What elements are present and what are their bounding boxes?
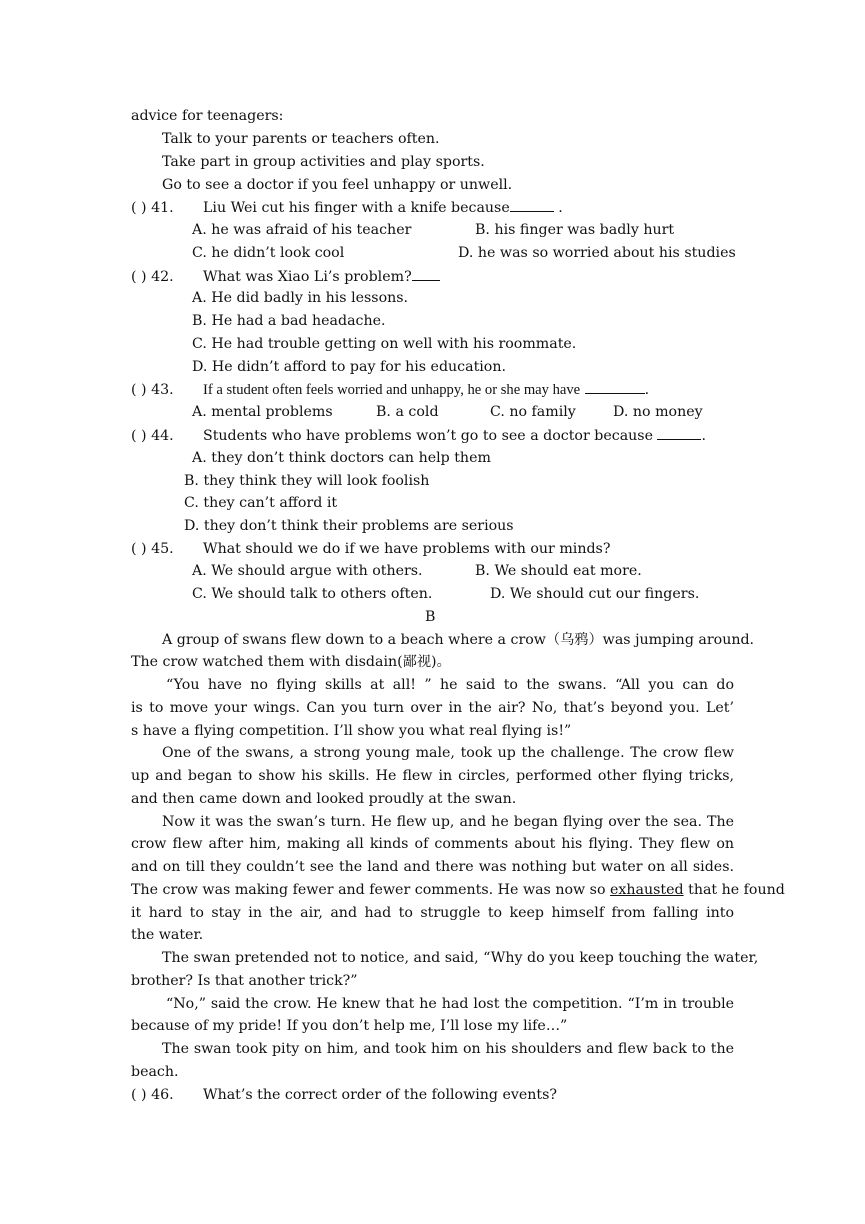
option-c: C. He had trouble getting on well with his roommate. — [192, 336, 577, 352]
question-stem: What was Xiao Li’s problem? — [203, 269, 412, 285]
question-stem: If a student often feels worried and unhappy, he or she may have — [203, 382, 581, 398]
question-41: ( ) 41. Liu Wei cut his finger with a knife because . — [131, 197, 734, 218]
question-stem: Liu Wei cut his finger with a knife because — [203, 200, 510, 216]
option-d: D. We should cut our fingers. — [490, 586, 700, 602]
passage-line: Now it was the swan’s turn. He flew up, and he began flying over the sea. The — [162, 814, 734, 830]
option-d: D. He didn’t afford to pay for his education. — [192, 359, 506, 375]
passage-line: and then came down and looked proudly at the swan. — [131, 791, 517, 807]
question-number: ( ) 44. — [131, 428, 174, 444]
option-c: C. they can’t afford it — [184, 495, 338, 511]
passage-line: One of the swans, a strong young male, took up the challenge. The crow flew — [162, 745, 734, 761]
advice-item: Go to see a doctor if you feel unhappy or unwell. — [162, 177, 513, 193]
passage-line: crow flew after him, making all kinds of comments about his flying. They flew on — [131, 836, 734, 852]
option-a: A. he was afraid of his teacher — [192, 222, 412, 238]
passage-line: “No,” said the crow. He knew that he had lost the competition. “I’m in trouble — [166, 996, 734, 1012]
passage-line: s have a flying competition. I’ll show you what real flying is!” — [131, 723, 572, 739]
option-b: B. We should eat more. — [475, 563, 642, 579]
question-stem: What’s the correct order of the following events? — [203, 1087, 558, 1103]
passage-line: is to move your wings. Can you turn over in the air? No, that’s beyond you. Let’ — [131, 700, 734, 716]
option-b: B. He had a bad headache. — [192, 313, 386, 329]
question-number: ( ) 45. — [131, 541, 174, 557]
passage-line: beach. — [131, 1064, 179, 1080]
option-d: D. they don’t think their problems are serious — [184, 518, 514, 534]
option-b: B. they think they will look foolish — [184, 473, 430, 489]
passage-line: because of my pride! If you don’t help me, I’ll lose my life…” — [131, 1018, 568, 1034]
passage-line: “You have no flying skills at all! ” he said to the swans. “All you can do — [166, 677, 734, 693]
option-b: B. his finger was badly hurt — [475, 222, 675, 238]
question-stem: What should we do if we have problems with our minds? — [203, 541, 611, 557]
passage-line: A group of swans flew down to a beach where a crow（乌鸦）was jumping around. — [162, 632, 755, 648]
option-a: A. they don’t think doctors can help them — [192, 450, 491, 466]
answer-blank — [510, 197, 554, 212]
underlined-word: exhausted — [610, 882, 684, 898]
option-d: D. no money — [613, 404, 703, 420]
question-43: ( ) 43. If a student often feels worried and unhappy, he or she may have . — [131, 379, 734, 400]
answer-blank — [585, 379, 645, 394]
passage-line: brother? Is that another trick?” — [131, 973, 358, 989]
advice-item: Take part in group activities and play sports. — [162, 154, 485, 170]
question-42 — [131, 266, 734, 287]
passage-line: The swan took pity on him, and took him on his shoulders and flew back to the — [162, 1041, 734, 1057]
answer-blank — [657, 425, 701, 440]
option-a: A. He did badly in his lessons. — [192, 290, 409, 306]
question-stem: Students who have problems won’t go to see a doctor because — [203, 428, 653, 444]
option-c: C. he didn’t look cool — [192, 245, 345, 261]
passage-line: The swan pretended not to notice, and said, “Why do you keep touching the water, — [162, 950, 759, 966]
question-44: ( ) 44. Students who have problems won’t go to see a doctor because . — [131, 425, 734, 446]
question-number: ( ) 46. — [131, 1087, 174, 1103]
option-c: C. no family — [490, 404, 576, 420]
option-b: B. a cold — [376, 404, 439, 420]
option-a: A. mental problems — [192, 404, 333, 420]
advice-intro: advice for teenagers: — [131, 108, 284, 124]
answer-blank — [412, 266, 440, 281]
option-d: D. he was so worried about his studies — [458, 245, 736, 261]
question-46 — [131, 1085, 734, 1105]
passage-line: and on till they couldn’t see the land and there was nothing but water on all sides. — [131, 859, 734, 875]
passage-line: up and began to show his skills. He flew in circles, performed other flying tricks, — [131, 768, 734, 784]
passage-line: The crow watched them with disdain(鄙视)。 — [131, 654, 451, 670]
question-45 — [131, 539, 734, 559]
question-number: ( ) 41. — [131, 200, 174, 216]
option-c: C. We should talk to others often. — [192, 586, 433, 602]
section-label: B — [425, 609, 436, 625]
question-number: ( ) 42. — [131, 269, 174, 285]
passage-line: The crow was making fewer and fewer comments. He was now so exhausted that he found — [131, 882, 785, 898]
passage-line: it hard to stay in the air, and had to struggle to keep himself from falling into — [131, 905, 734, 921]
option-a: A. We should argue with others. — [192, 563, 423, 579]
passage-line: the water. — [131, 927, 204, 943]
advice-item: Talk to your parents or teachers often. — [162, 131, 440, 147]
question-number: ( ) 43. — [131, 382, 174, 398]
